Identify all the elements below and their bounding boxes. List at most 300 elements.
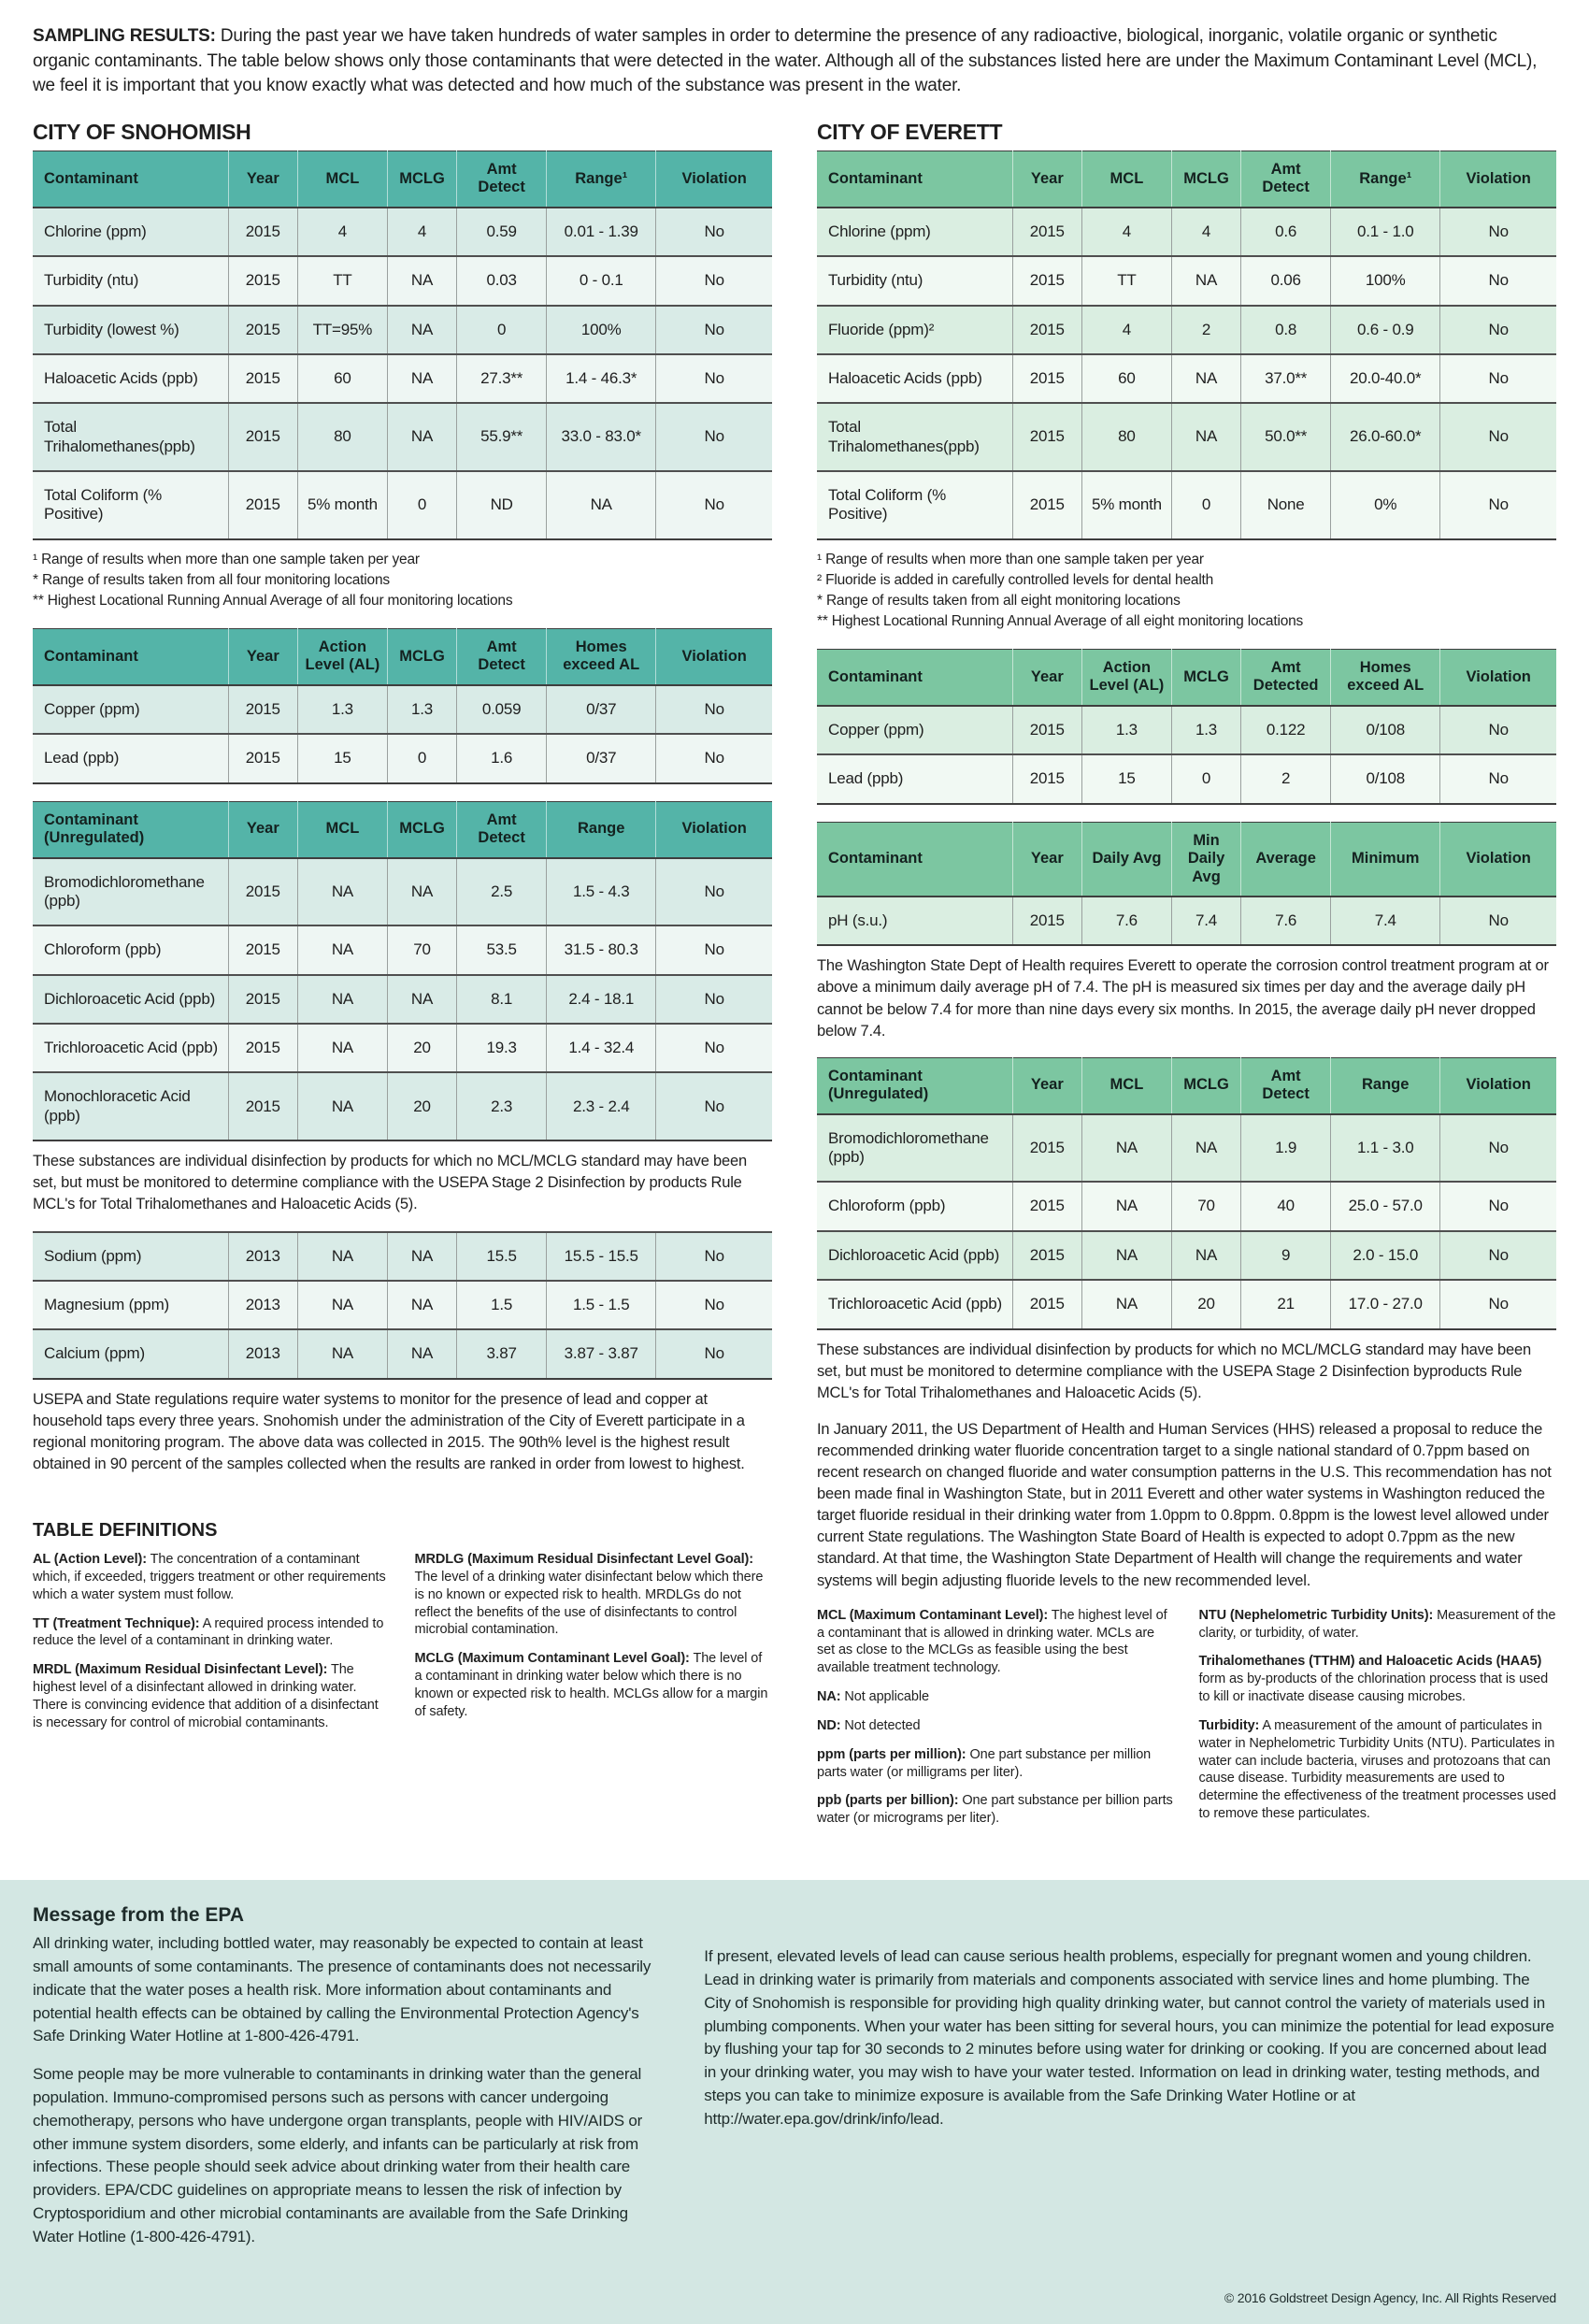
table-cell: 70 [387,925,456,974]
table-cell: 0% [1331,471,1440,539]
table-cell: NA [1082,1182,1172,1230]
table-header-cell: Year [228,628,297,684]
table-cell: 2015 [1012,897,1081,945]
table-cell: Trichloroacetic Acid (ppb) [817,1280,1012,1328]
definition-entry: MRDL (Maximum Residual Disinfectant Level): The highest level of a disinfectant allowed in drinking water. There is convincing evidence that addition of a disinfectant is necessary for control of microbial contaminants. [33,1662,379,1730]
table-cell: 21 [1241,1280,1331,1328]
table-cell: 60 [1082,354,1172,403]
table-row [817,403,1556,471]
table-cell: 80 [298,403,388,471]
table-header-row [817,1057,1556,1113]
table-header-cell: Range [1331,1057,1440,1113]
table-cell: NA [1171,1231,1240,1280]
table-row [33,208,772,256]
definition-term: ppm (parts per million): [817,1746,966,1762]
table-cell: Lead (ppb) [817,754,1012,803]
table-cell: 17.0 - 27.0 [1331,1280,1440,1328]
definition-term: MRDLG (Maximum Residual Disinfectant Level Goal): [414,1552,753,1568]
footnote-line: ¹ Range of results when more than one sample taken per year [33,551,420,567]
table-cell: 2015 [228,1072,297,1140]
copyright-notice: © 2016 Goldstreet Design Agency, Inc. All Rights Reserved [1224,2289,1556,2305]
definitions-column-1 [33,1551,391,1743]
table-cell: 100% [547,306,656,354]
table-cell: No [656,685,772,734]
table-cell: No [1440,403,1556,471]
definition-term: MCL (Maximum Contaminant Level): [817,1607,1049,1623]
table-header-cell: Action Level (AL) [298,628,388,684]
table-header-row [33,801,772,857]
table-header-cell: Violation [1440,649,1556,705]
table-cell: No [1440,306,1556,354]
table-cell: 2015 [1012,1182,1081,1230]
table-cell: Haloacetic Acids (ppb) [817,354,1012,403]
table-cell: Calcium (ppm) [33,1329,228,1378]
footnote-line: * Range of results taken from all four monitoring locations [33,571,390,588]
table-cell: 4 [1082,208,1172,256]
everett-ph-table [817,822,1556,947]
table-cell: Copper (ppm) [817,706,1012,754]
table-header-cell: Amt Detect [457,801,547,857]
table-cell: Fluoride (ppm)² [817,306,1012,354]
table-cell: 2015 [228,208,297,256]
table-cell: 2015 [228,925,297,974]
table-cell: 2015 [1012,306,1081,354]
table-cell: 15.5 - 15.5 [547,1232,656,1281]
definition-entry: ppb (parts per billion): One part substance per billion parts water (or micrograms per liter). [817,1793,1173,1827]
epa-columns [33,1932,1556,2264]
table-cell: NA [298,1281,388,1329]
table-cell: 7.6 [1082,897,1172,945]
table-cell: TT [298,256,388,305]
table-cell: 70 [1171,1182,1240,1230]
table-cell: 2015 [228,403,297,471]
table-cell: No [1440,471,1556,539]
table-header-cell: Year [228,801,297,857]
table-row [817,471,1556,539]
table-row [33,306,772,354]
table-cell: 20 [387,1024,456,1072]
table-header-cell: Range [547,801,656,857]
epa-message-section [0,1880,1589,2324]
definition-entry: TT (Treatment Technique): A required process intended to reduce the level of a contaminant in drinking water. [33,1615,384,1649]
table-header-cell: Year [1012,151,1081,207]
two-column-layout [33,114,1556,1839]
table-cell: 1.5 - 4.3 [547,858,656,926]
table-cell: NA [298,1072,388,1140]
table-cell: NA [1171,1114,1240,1183]
table-cell: No [656,471,772,539]
table-cell: NA [387,403,456,471]
table-cell: NA [547,471,656,539]
definition-term: NTU (Nephelometric Turbidity Units): [1198,1607,1434,1623]
table-row [817,1114,1556,1183]
table-cell: 37.0** [1241,354,1331,403]
table-cell: 0.06 [1241,256,1331,305]
footnote-line: ** Highest Locational Running Annual Average of all eight monitoring locations [817,612,1304,629]
table-header-cell: Contaminant (Unregulated) [33,801,228,857]
table-header-row [33,151,772,207]
table-cell: 55.9** [457,403,547,471]
table-cell: 4 [1171,208,1240,256]
everett-disinfection-note: These substances are individual disinfection by products for which no MCL/MCLG standard may have been set, but must be monitored to determine compliance with the USEPA Stage 2 Disinfection byproducts Rule MCL's for Total Trihalomethanes and Haloacetic Acids (5). [817,1341,1531,1401]
table-cell: NA [1082,1280,1172,1328]
table-cell: 33.0 - 83.0* [547,403,656,471]
table-header-cell: Min Daily Avg [1171,822,1240,897]
table-row [817,354,1556,403]
table-cell: 0 [387,734,456,782]
table-cell: NA [387,354,456,403]
table-header-cell: Contaminant (Unregulated) [817,1057,1012,1113]
table-cell: 50.0** [1241,403,1331,471]
table-cell: pH (s.u.) [817,897,1012,945]
everett-footnotes [817,550,1556,632]
table-cell: 60 [298,354,388,403]
table-cell: 7.4 [1331,897,1440,945]
table-header-cell: Violation [656,628,772,684]
table-cell: 20 [387,1072,456,1140]
table-header-row [33,628,772,684]
table-header-cell: MCLG [1171,1057,1240,1113]
table-cell: 2.3 [457,1072,547,1140]
table-header-cell: Year [228,151,297,207]
definition-entry: AL (Action Level): The concentration of a contaminant which, if exceeded, triggers treatment or other requirements which a water system must follow. [33,1552,386,1602]
epa-paragraph: All drinking water, including bottled water, may reasonably be expected to contain at least small amounts of some contaminants. The presence of contaminants does not necessarily indicate that the water poses a health risk. More information about contaminants and potential health effects can be obtained by calling the Environmental Protection Agency's Safe Drinking Water Hotline at 1-800-426-4791. [33,1934,651,2045]
sampling-results-text: During the past year we have taken hundreds of water samples in order to determine the presence of any radioactive, biological, inorganic, volatile organic or synthetic organic contaminants. The table below shows only those contaminants that were detected in the water. Although all of the substances listed here are under the Maximum Contaminant Level (MCL), we feel it is important that you know exactly what was detected and how much of the substance was present in the water. [33,26,1538,96]
table-header-cell: Contaminant [817,822,1012,897]
table-cell: 1.4 - 46.3* [547,354,656,403]
definition-term: Turbidity: [1198,1717,1260,1733]
table-cell: 7.4 [1171,897,1240,945]
table-cell: 0.6 [1241,208,1331,256]
table-cell: 2013 [228,1329,297,1378]
everett-ph-note: The Washington State Dept of Health requires Everett to operate the corrosion control treatment program at or above a minimum daily average pH of 7.4. The pH is measured six times per day and the average daily pH cannot be below 7.4 for more than nine days every six months. In 2015, the average daily pH never dropped below 7.4. [817,957,1549,1040]
table-header-row [817,822,1556,897]
table-cell: No [1440,897,1556,945]
definition-term: TT (Treatment Technique): [33,1615,200,1631]
table-cell: NA [1171,403,1240,471]
table-cell: Dichloroacetic Acid (ppb) [33,975,228,1024]
table-cell: Trichloroacetic Acid (ppb) [33,1024,228,1072]
table-cell: 20.0-40.0* [1331,354,1440,403]
table-row [33,1232,772,1281]
table-cell: No [656,306,772,354]
table-header-cell: Year [1012,822,1081,897]
table-cell: 2015 [1012,754,1081,803]
table-cell: 1.4 - 32.4 [547,1024,656,1072]
table-header-cell: Amt Detect [457,151,547,207]
table-row [33,354,772,403]
table-cell: NA [298,1232,388,1281]
table-cell: NA [387,1329,456,1378]
table-cell: 1.9 [1241,1114,1331,1183]
sampling-results-intro [33,24,1556,99]
table-cell: 0/37 [547,685,656,734]
table-header-cell: Amt Detect [1241,151,1331,207]
table-header-cell: Contaminant [817,151,1012,207]
table-cell: 2015 [1012,208,1081,256]
table-cell: No [656,1024,772,1072]
table-cell: 1.3 [298,685,388,734]
table-cell: 2015 [228,1024,297,1072]
table-header-cell: MCL [298,801,388,857]
table-row [817,306,1556,354]
table-cell: No [656,734,772,782]
footnote-line: ¹ Range of results when more than one sample taken per year [817,551,1204,567]
table-cell: 1.5 - 1.5 [547,1281,656,1329]
table-cell: No [656,858,772,926]
table-cell: No [656,1281,772,1329]
table-cell: NA [387,975,456,1024]
snohomish-disinfection-note: These substances are individual disinfection by products for which no MCL/MCLG standard may have been set, but must be monitored to determine compliance with the USEPA Stage 2 Disinfection by products Rule MCL's for Total Trihalomethanes and Haloacetic Acids (5). [33,1153,747,1213]
table-header-cell: MCLG [387,151,456,207]
table-row [817,1231,1556,1280]
table-cell: 15 [298,734,388,782]
definitions-column-2 [415,1551,773,1743]
table-cell: 0 [1171,754,1240,803]
table-cell: NA [1171,354,1240,403]
table-row [33,1024,772,1072]
table-row [33,1329,772,1378]
table-cell: 0 [387,471,456,539]
table-cell: No [1440,354,1556,403]
epa-message-title: Message from the EPA [33,1904,245,1927]
table-cell: NA [387,1232,456,1281]
table-row [817,1182,1556,1230]
everett-title: CITY OF EVERETT [817,119,1003,144]
table-cell: 2 [1241,754,1331,803]
table-header-cell: Homes exceed AL [1331,649,1440,705]
table-row [817,1280,1556,1328]
table-header-cell: Homes exceed AL [547,628,656,684]
table-cell: 1.3 [387,685,456,734]
table-cell: 0.122 [1241,706,1331,754]
table-row [817,754,1556,803]
epa-right-column [704,1932,1556,2264]
table-cell: 2015 [1012,1280,1081,1328]
table-cell: Bromodichloromethane (ppb) [817,1114,1012,1183]
snohomish-title: CITY OF SNOHOMISH [33,119,251,144]
table-cell: Total Trihalomethanes(ppb) [817,403,1012,471]
table-cell: 2.5 [457,858,547,926]
epa-paragraph: Some people may be more vulnerable to contaminants in drinking water than the general population. Immuno-compromised persons such as persons with cancer undergoing chemotherapy, persons who have undergone organ transplants, people with HIV/AIDS or other immune system disorders, some elderly, and infants can be particularly at risk from infections. These people should seek advice about drinking water from their health care providers. EPA/CDC guidelines on appropriate means to lessen the risk of infection by Cryptosporidium and other microbial contaminants are available from the Safe Drinking Water Hotline (1-800-426-4791). [33,2065,643,2245]
definition-term: MRDL (Maximum Residual Disinfectant Level): [33,1662,328,1678]
table-cell: 80 [1082,403,1172,471]
table-cell: 3.87 - 3.87 [547,1329,656,1378]
table-cell: Turbidity (ntu) [33,256,228,305]
table-cell: 2013 [228,1281,297,1329]
table-header-cell: MCL [298,151,388,207]
table-header-cell: MCLG [1171,649,1240,705]
table-cell: No [656,256,772,305]
definition-entry: MCLG (Maximum Contaminant Level Goal): The level of a contaminant in drinking water below which there is no known or expected risk to health. MCLGs allow for a margin of safety. [414,1651,768,1719]
table-cell: TT [1082,256,1172,305]
table-cell: 53.5 [457,925,547,974]
table-row [33,403,772,471]
table-cell: No [656,975,772,1024]
snohomish-copper-lead-table [33,628,772,784]
table-cell: No [1440,706,1556,754]
table-header-cell: Amt Detected [1241,649,1331,705]
definitions-right-grid [817,1607,1556,1839]
table-cell: 0 [1171,471,1240,539]
table-header-row [817,151,1556,207]
table-cell: 4 [387,208,456,256]
table-cell: 4 [1082,306,1172,354]
table-header-cell: MCLG [387,628,456,684]
table-row [33,858,772,926]
table-cell: NA [298,858,388,926]
definition-entry: ND: Not detected [817,1717,921,1733]
table-cell: 2015 [228,306,297,354]
table-row [33,734,772,782]
table-cell: 0/108 [1331,706,1440,754]
table-cell: Chlorine (ppm) [33,208,228,256]
table-cell: No [656,1072,772,1140]
definition-entry: NTU (Nephelometric Turbidity Units): Measurement of the clarity, or turbidity, of water. [1198,1607,1556,1641]
table-row [817,208,1556,256]
table-header-cell: Average [1241,822,1331,897]
table-cell: 0.059 [457,685,547,734]
definition-term: Trihalomethanes (TTHM) and Haloacetic Acids (HAA5) [1198,1654,1542,1670]
table-cell: 2015 [1012,403,1081,471]
table-header-cell: Year [1012,1057,1081,1113]
table-cell: No [1440,208,1556,256]
table-cell: 2015 [1012,256,1081,305]
definition-term: NA: [817,1689,841,1705]
table-row [33,1072,772,1140]
table-cell: 2 [1171,306,1240,354]
table-cell: No [656,1232,772,1281]
table-row [33,685,772,734]
table-cell: 26.0-60.0* [1331,403,1440,471]
definition-term: AL (Action Level): [33,1552,147,1568]
table-cell: NA [387,1281,456,1329]
table-cell: 7.6 [1241,897,1331,945]
table-cell: 2015 [1012,354,1081,403]
table-cell: 9 [1241,1231,1331,1280]
table-cell: 2.0 - 15.0 [1331,1231,1440,1280]
snohomish-contaminants-table [33,151,772,540]
table-header-cell: Violation [1440,151,1556,207]
table-row [33,256,772,305]
table-cell: 5% month [1082,471,1172,539]
table-row [33,925,772,974]
table-cell: 25.0 - 57.0 [1331,1182,1440,1230]
everett-contaminants-table [817,151,1556,540]
table-cell: No [656,925,772,974]
definition-term: MCLG (Maximum Contaminant Level Goal): [414,1651,690,1667]
table-cell: 20 [1171,1280,1240,1328]
epa-paragraph: If present, elevated levels of lead can cause serious health problems, especially for pregnant women and young children. Lead in drinking water is primarily from materials and components associated with service lines and home plumbing. The City of Snohomish is responsible for providing high quality drinking water, but cannot control the variety of materials used in plumbing components. When your water has been sitting for several hours, you can minimize the potential for lead exposure by flushing your tap for 30 seconds to 2 minutes before using water for drinking or cooking. If you are concerned about lead in your drinking water, you may wish to have your water tested. Information on lead in drinking water, testing methods, and steps you can take to minimize exposure is available from the Safe Drinking Water Hotline or at http://water.epa.gov/drink/info/lead. [704,1947,1554,2128]
definitions-column-3 [817,1607,1175,1839]
epa-left-column [33,1932,657,2264]
definitions-column-4 [1199,1607,1557,1839]
snohomish-minerals-table [33,1231,772,1380]
table-cell: Lead (ppb) [33,734,228,782]
snohomish-footnotes [33,550,772,611]
table-header-row [817,649,1556,705]
table-cell: No [656,354,772,403]
table-cell: 0/37 [547,734,656,782]
table-cell: 15.5 [457,1232,547,1281]
table-cell: NA [1082,1114,1172,1183]
table-cell: Total Trihalomethanes(ppb) [33,403,228,471]
snohomish-unregulated-table [33,801,772,1142]
table-cell: 40 [1241,1182,1331,1230]
definition-term: ND: [817,1717,841,1733]
table-row [817,256,1556,305]
table-cell: 0.6 - 0.9 [1331,306,1440,354]
definition-entry: MRDLG (Maximum Residual Disinfectant Level Goal): The level of a drinking water disinfectant below which there is no known or expected risk to health. MRDLGs do not reflect the benefits of the use of disinfectants to control microbial contamination. [414,1552,764,1638]
table-cell: 0.1 - 1.0 [1331,208,1440,256]
table-header-cell: MCLG [387,801,456,857]
table-cell: 2015 [1012,706,1081,754]
table-cell: 0 [457,306,547,354]
table-cell: NA [298,1329,388,1378]
everett-unregulated-table [817,1057,1556,1330]
table-row [33,471,772,539]
table-cell: 2015 [228,354,297,403]
table-header-cell: Violation [656,151,772,207]
table-row [33,1281,772,1329]
table-cell: 0.59 [457,208,547,256]
table-header-cell: Violation [1440,822,1556,897]
table-header-cell: MCLG [1171,151,1240,207]
table-cell: 3.87 [457,1329,547,1378]
table-cell: NA [387,858,456,926]
table-cell: 31.5 - 80.3 [547,925,656,974]
table-cell: 0.01 - 1.39 [547,208,656,256]
table-cell: No [656,1329,772,1378]
table-header-cell: Amt Detect [1241,1057,1331,1113]
table-cell: 8.1 [457,975,547,1024]
table-cell: Sodium (ppm) [33,1232,228,1281]
snohomish-column [33,114,772,1839]
table-header-cell: MCL [1082,151,1172,207]
table-row [817,897,1556,945]
table-cell: Monochloracetic Acid (ppb) [33,1072,228,1140]
table-cell: NA [298,925,388,974]
table-cell: No [656,403,772,471]
table-header-cell: MCL [1082,1057,1172,1113]
table-cell: 5% month [298,471,388,539]
table-cell: 1.5 [457,1281,547,1329]
table-cell: 1.3 [1082,706,1172,754]
table-cell: NA [1171,256,1240,305]
table-cell: Total Coliform (% Positive) [817,471,1012,539]
table-cell: No [1440,1114,1556,1183]
table-cell: 0.03 [457,256,547,305]
table-header-cell: Contaminant [33,151,228,207]
table-cell: 19.3 [457,1024,547,1072]
table-cell: 0/108 [1331,754,1440,803]
table-header-cell: Contaminant [817,649,1012,705]
table-cell: 100% [1331,256,1440,305]
table-cell: 15 [1082,754,1172,803]
table-cell: NA [387,256,456,305]
table-cell: 2015 [1012,1114,1081,1183]
definitions-left-grid [33,1551,772,1743]
table-cell: Chloroform (ppb) [33,925,228,974]
table-cell: No [1440,1182,1556,1230]
table-cell: TT=95% [298,306,388,354]
definition-entry: Trihalomethanes (TTHM) and Haloacetic Acids (HAA5) form as by-products of the chlorination process that is used to kill or inactivate disease causing microbes. [1198,1654,1549,1705]
table-cell: 2.4 - 18.1 [547,975,656,1024]
table-cell: 2015 [228,685,297,734]
table-cell: Chlorine (ppm) [817,208,1012,256]
footnote-line: ² Fluoride is added in carefully controlled levels for dental health [817,571,1214,588]
table-cell: None [1241,471,1331,539]
